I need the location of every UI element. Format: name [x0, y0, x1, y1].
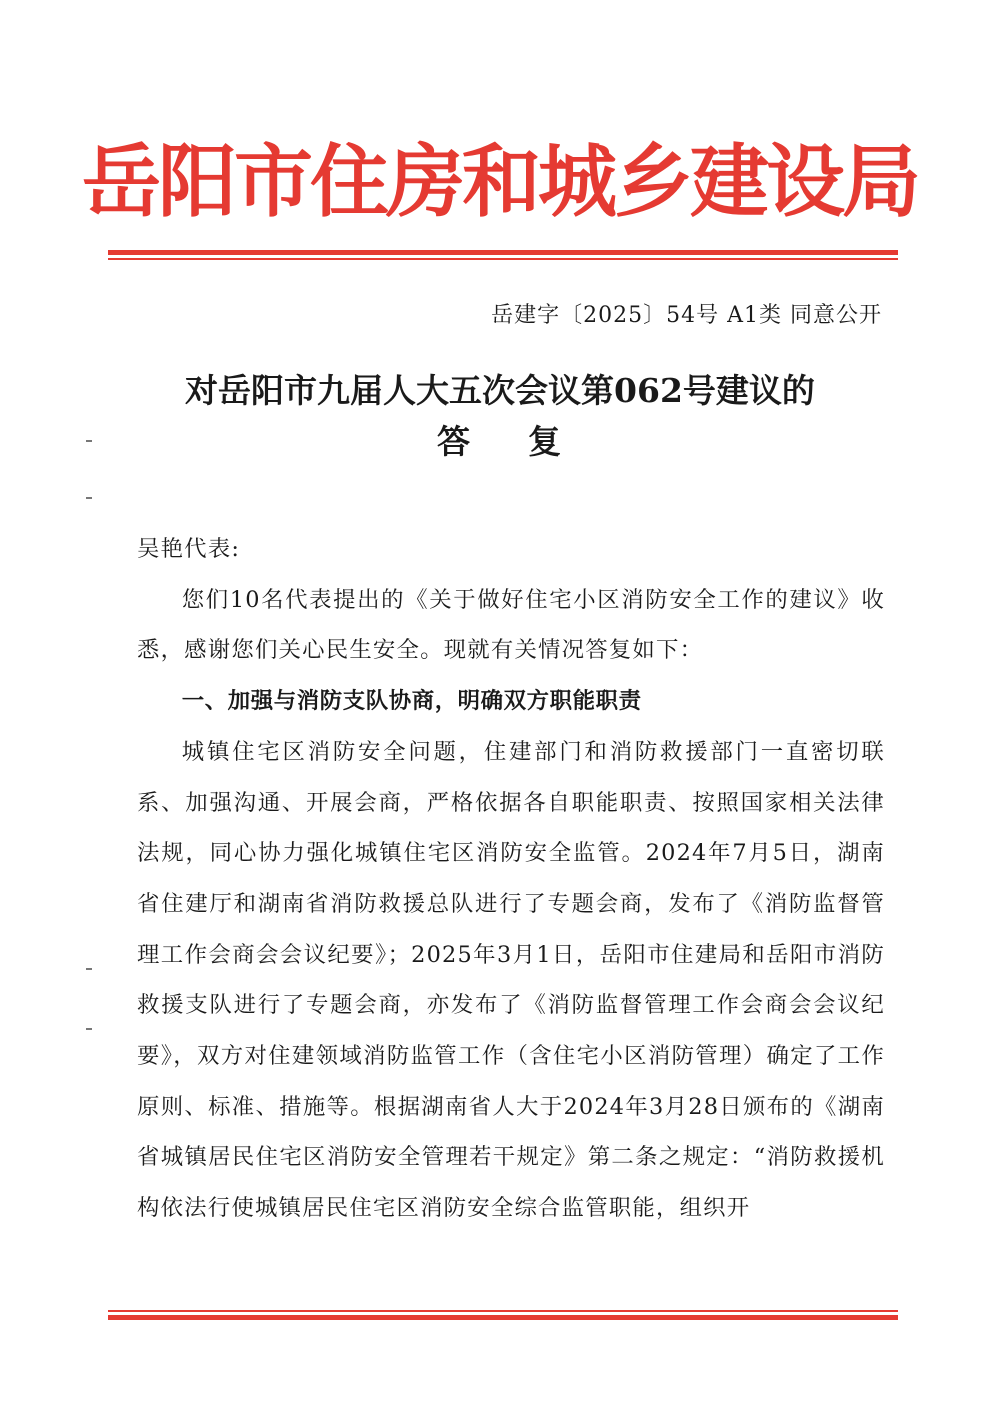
letterhead-agency-name: 岳阳市住房和城乡建设局	[82, 136, 918, 228]
letter-body	[137, 524, 885, 1234]
title-reply-char-1: 答	[437, 422, 472, 461]
document-title: 对岳阳市九届人大五次会议第062号建议的	[185, 371, 815, 410]
salutation: 吴艳代表:	[137, 536, 241, 562]
title-reply-char-2: 复	[528, 422, 563, 461]
letterhead-red-rule-thin	[108, 258, 898, 260]
footer-red-rule	[108, 1315, 898, 1320]
section-1-paragraph: 城镇住宅区消防安全问题，住建部门和消防救援部门一直密切联系、加强沟通、开展会商，严格依据各自职能职责、按照国家相关法律法规，同心协力强化城镇住宅区消防安全监管。2024年7月5日，湖南省住建厅和湖南省消防救援总队进行了专题会商，发布了《消防监督管理工作会商会会议纪要》；2025年3月1日，岳阳市住建局和岳阳市消防救援支队进行了专题会商，亦发布了《消防监督管理工作会商会会议纪要》，双方对住建领域消防监管工作（含住宅小区消防管理）确定了工作原则、标准、措施等。根据湖南省人大于2024年3月28日颁布的《湖南省城镇居民住宅区消防安全管理若干规定》第二条之规定：“消防救援机构依法行使城镇居民住宅区消防安全综合监管职能，组织开	[137, 738, 885, 1222]
footer-red-rule-thin	[108, 1310, 898, 1312]
intro-paragraph: 您们10名代表提出的《关于做好住宅小区消防安全工作的建议》收悉，感谢您们关心民生安全。现就有关情况答复如下：	[137, 586, 885, 664]
scan-margin-mark	[86, 1028, 92, 1030]
scan-margin-mark	[86, 968, 92, 970]
document-number: 岳建字〔2025〕54号 A1类 同意公开	[491, 303, 882, 328]
letterhead-red-rule	[108, 250, 898, 255]
scan-margin-mark	[86, 440, 92, 442]
scan-margin-mark	[86, 497, 92, 499]
document-title-reply	[0, 417, 1000, 467]
section-heading-1: 一、加强与消防支队协商，明确双方职能职责	[181, 688, 642, 715]
